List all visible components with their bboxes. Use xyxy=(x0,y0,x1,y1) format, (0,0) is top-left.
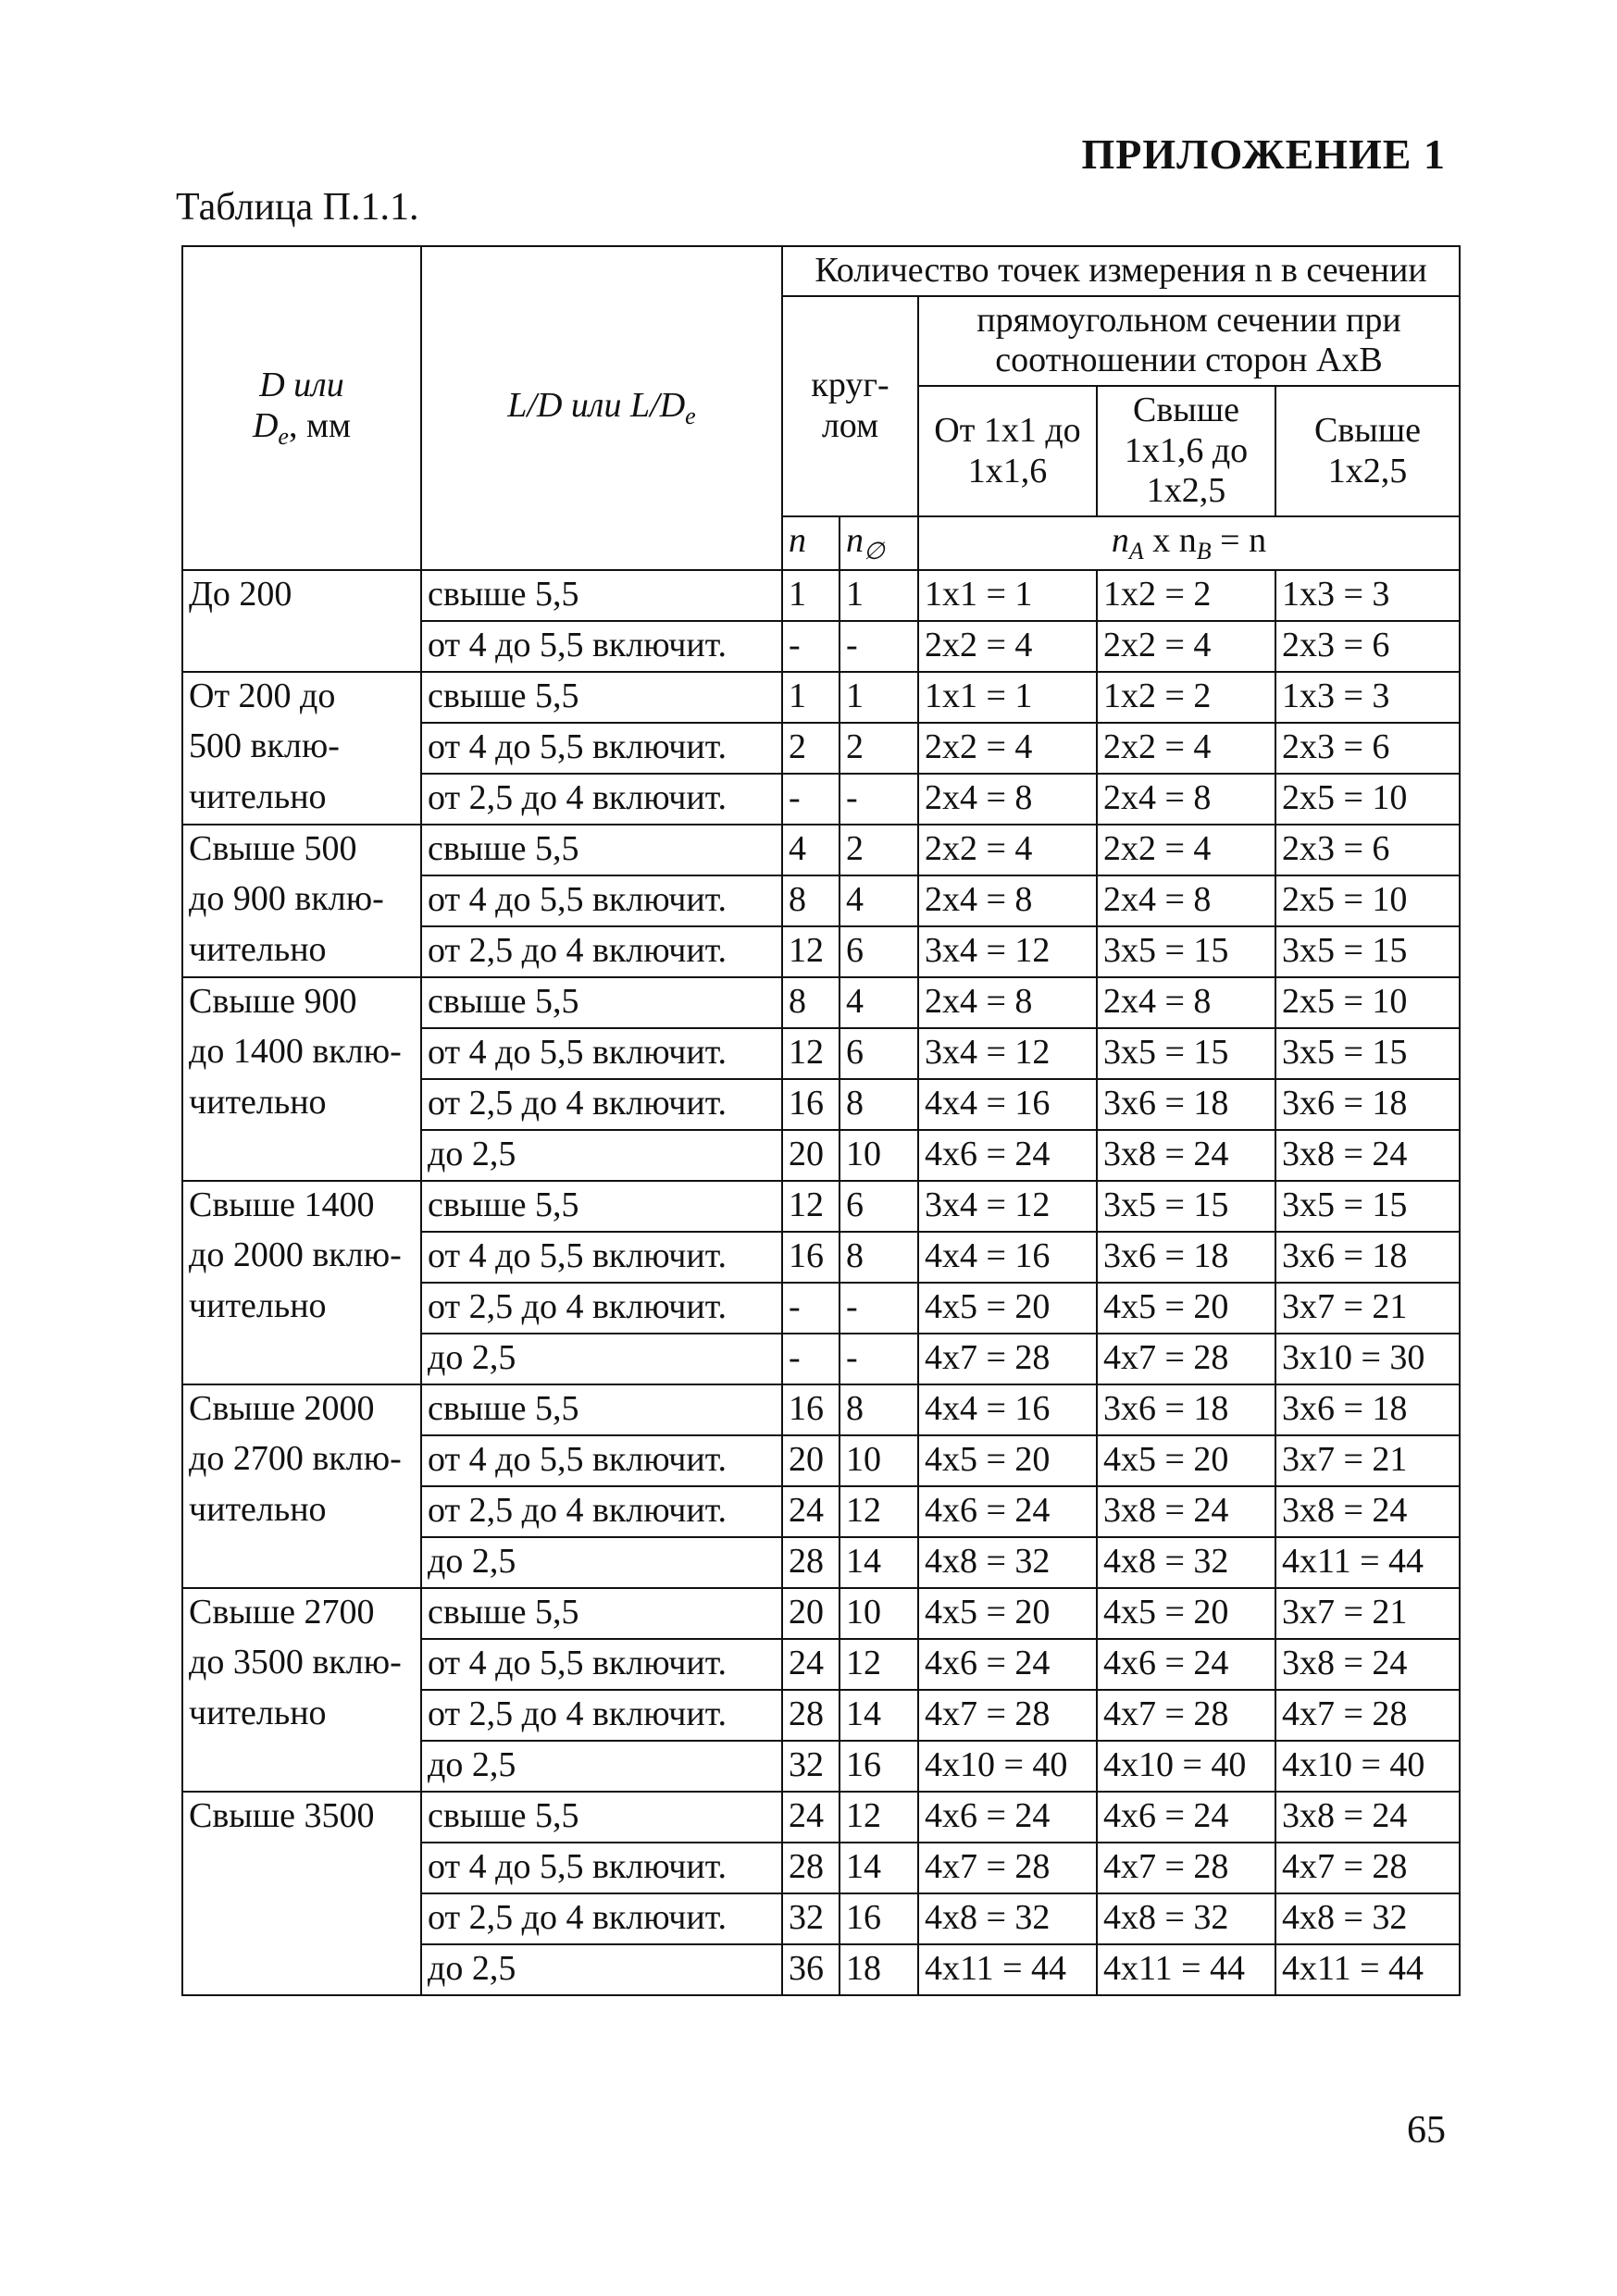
ratio1-cell: 2х4 = 8 xyxy=(918,774,1097,825)
ratio2-cell: 2х2 = 4 xyxy=(1097,825,1275,875)
ratio-cell: от 4 до 5,5 включит. xyxy=(421,1435,782,1486)
n-cell: 8 xyxy=(782,875,840,926)
n-cell: 28 xyxy=(782,1537,840,1588)
ratio1-cell: 4х7 = 28 xyxy=(918,1690,1097,1741)
ratio1-cell: 3х4 = 12 xyxy=(918,926,1097,977)
n-cell: - xyxy=(782,621,840,672)
table-row xyxy=(182,1384,1460,1435)
ratio2-cell: 3х5 = 15 xyxy=(1097,926,1275,977)
ratio3-cell: 1х3 = 3 xyxy=(1275,570,1460,621)
n-cell: 4 xyxy=(782,825,840,875)
ratio3-cell: 2х5 = 10 xyxy=(1275,774,1460,825)
ratio-cell: до 2,5 xyxy=(421,1537,782,1588)
ratio3-cell: 3х8 = 24 xyxy=(1275,1639,1460,1690)
ratio1-cell: 4х6 = 24 xyxy=(918,1486,1097,1537)
ratio1-cell: 4х4 = 16 xyxy=(918,1232,1097,1283)
ratio1-cell: 1х1 = 1 xyxy=(918,570,1097,621)
ratio2-cell: 3х6 = 18 xyxy=(1097,1232,1275,1283)
diameter-cell xyxy=(182,1537,421,1588)
diameter-cell xyxy=(182,1893,421,1944)
n-diameter-cell: 1 xyxy=(840,672,918,723)
table-row xyxy=(182,1486,1460,1537)
n-cell: 16 xyxy=(782,1079,840,1130)
appendix-title: ПРИЛОЖЕНИЕ 1 xyxy=(1081,130,1446,178)
ratio1-cell: 2х4 = 8 xyxy=(918,977,1097,1028)
ratio-cell: от 2,5 до 4 включит. xyxy=(421,1690,782,1741)
table-row xyxy=(182,1944,1460,1995)
n-diameter-cell: - xyxy=(840,1283,918,1334)
diameter-cell: до 900 вклю- xyxy=(182,875,421,926)
ratio3-cell: 3х6 = 18 xyxy=(1275,1232,1460,1283)
ratio1-cell: 3х4 = 12 xyxy=(918,1028,1097,1079)
table-row xyxy=(182,1893,1460,1944)
ratio3-cell: 2х5 = 10 xyxy=(1275,875,1460,926)
n-diameter-cell: 6 xyxy=(840,1028,918,1079)
diameter-cell: Свыше 3500 xyxy=(182,1792,421,1843)
diameter-cell: до 3500 вклю- xyxy=(182,1639,421,1690)
diameter-cell: чительно xyxy=(182,1283,421,1334)
ratio-cell: от 4 до 5,5 включит. xyxy=(421,1843,782,1893)
n-diameter-cell: 12 xyxy=(840,1792,918,1843)
header-rect: прямоугольном сечении при соотношении сторон АхВ xyxy=(918,296,1460,386)
n-diameter-cell: 14 xyxy=(840,1690,918,1741)
ratio1-cell: 2х2 = 4 xyxy=(918,723,1097,774)
table-row xyxy=(182,926,1460,977)
table-row xyxy=(182,1181,1460,1232)
ratio-cell: свыше 5,5 xyxy=(421,1384,782,1435)
ratio2-cell: 4х5 = 20 xyxy=(1097,1435,1275,1486)
header-d xyxy=(182,246,421,570)
header-round: круг- лом xyxy=(782,296,918,516)
ratio2-cell: 4х7 = 28 xyxy=(1097,1690,1275,1741)
ratio2-cell: 3х8 = 24 xyxy=(1097,1486,1275,1537)
ratio1-cell: 4х5 = 20 xyxy=(918,1588,1097,1639)
ratio2-cell: 4х6 = 24 xyxy=(1097,1639,1275,1690)
ratio1-cell: 4х7 = 28 xyxy=(918,1843,1097,1893)
n-cell: 8 xyxy=(782,977,840,1028)
ratio2-cell: 3х5 = 15 xyxy=(1097,1028,1275,1079)
diameter-cell: До 200 xyxy=(182,570,421,621)
header-ratio3: Свыше 1х2,5 xyxy=(1275,386,1460,516)
ratio3-cell: 3х8 = 24 xyxy=(1275,1486,1460,1537)
n-diameter-cell: 12 xyxy=(840,1486,918,1537)
ratio3-cell: 2х5 = 10 xyxy=(1275,977,1460,1028)
ratio3-cell: 3х5 = 15 xyxy=(1275,926,1460,977)
ratio2-cell: 4х7 = 28 xyxy=(1097,1334,1275,1384)
ratio2-cell: 3х6 = 18 xyxy=(1097,1384,1275,1435)
ratio3-cell: 4х7 = 28 xyxy=(1275,1690,1460,1741)
diameter-cell xyxy=(182,1843,421,1893)
table-row xyxy=(182,621,1460,672)
ratio2-cell: 4х5 = 20 xyxy=(1097,1588,1275,1639)
ratio3-cell: 3х10 = 30 xyxy=(1275,1334,1460,1384)
header-d-line1: D или xyxy=(259,366,344,405)
ratio2-cell: 2х4 = 8 xyxy=(1097,977,1275,1028)
n-diameter-cell: 10 xyxy=(840,1130,918,1181)
n-cell: 2 xyxy=(782,723,840,774)
ratio-cell: от 4 до 5,5 включит. xyxy=(421,621,782,672)
diameter-cell: Свыше 2700 xyxy=(182,1588,421,1639)
ratio3-cell: 4х11 = 44 xyxy=(1275,1537,1460,1588)
ratio-cell: от 2,5 до 4 включит. xyxy=(421,1283,782,1334)
ratio-cell: от 4 до 5,5 включит. xyxy=(421,875,782,926)
ratio1-cell: 4х5 = 20 xyxy=(918,1435,1097,1486)
ratio3-cell: 3х7 = 21 xyxy=(1275,1283,1460,1334)
n-diameter-cell: 4 xyxy=(840,875,918,926)
ratio3-cell: 3х8 = 24 xyxy=(1275,1792,1460,1843)
n-cell: 1 xyxy=(782,570,840,621)
n-diameter-cell: 4 xyxy=(840,977,918,1028)
ratio-cell: до 2,5 xyxy=(421,1741,782,1792)
ratio1-cell: 4х5 = 20 xyxy=(918,1283,1097,1334)
ratio2-cell: 2х4 = 8 xyxy=(1097,774,1275,825)
ratio2-cell: 3х6 = 18 xyxy=(1097,1079,1275,1130)
ratio1-cell: 1х1 = 1 xyxy=(918,672,1097,723)
n-cell: 24 xyxy=(782,1792,840,1843)
ratio2-cell: 2х4 = 8 xyxy=(1097,875,1275,926)
ratio1-cell: 4х8 = 32 xyxy=(918,1537,1097,1588)
ratio-cell: от 4 до 5,5 включит. xyxy=(421,1028,782,1079)
ratio2-cell: 1х2 = 2 xyxy=(1097,672,1275,723)
n-cell: 16 xyxy=(782,1384,840,1435)
diameter-cell: чительно xyxy=(182,774,421,825)
ratio-cell: до 2,5 xyxy=(421,1334,782,1384)
ratio2-cell: 2х2 = 4 xyxy=(1097,621,1275,672)
ratio2-cell: 3х5 = 15 xyxy=(1097,1181,1275,1232)
ratio1-cell: 4х10 = 40 xyxy=(918,1741,1097,1792)
ratio-cell: от 4 до 5,5 включит. xyxy=(421,1639,782,1690)
diameter-cell xyxy=(182,621,421,672)
ratio-cell: свыше 5,5 xyxy=(421,672,782,723)
n-cell: 16 xyxy=(782,1232,840,1283)
table-row xyxy=(182,1334,1460,1384)
ratio3-cell: 3х5 = 15 xyxy=(1275,1028,1460,1079)
header-top: Количество точек измерения n в сечении xyxy=(782,246,1460,296)
n-diameter-cell: 10 xyxy=(840,1588,918,1639)
ratio-cell: от 2,5 до 4 включит. xyxy=(421,1079,782,1130)
table-row xyxy=(182,672,1460,723)
n-cell: 24 xyxy=(782,1639,840,1690)
diameter-cell: до 1400 вклю- xyxy=(182,1028,421,1079)
header-formula: $n_A$ х $n_B = n$ xyxy=(918,516,1460,570)
ratio-cell: от 2,5 до 4 включит. xyxy=(421,926,782,977)
ratio2-cell: 4х11 = 44 xyxy=(1097,1944,1275,1995)
ratio3-cell: 3х5 = 15 xyxy=(1275,1181,1460,1232)
ratio3-cell: 3х7 = 21 xyxy=(1275,1588,1460,1639)
diameter-cell: чительно xyxy=(182,1079,421,1130)
header-d-line2: $D_e$, мм xyxy=(252,405,352,450)
table-row xyxy=(182,1130,1460,1181)
ratio2-cell: 3х8 = 24 xyxy=(1097,1130,1275,1181)
header-ld: L/D или $L/D_e$ xyxy=(421,246,782,570)
ratio2-cell: 4х7 = 28 xyxy=(1097,1843,1275,1893)
diameter-cell: Свыше 500 xyxy=(182,825,421,875)
ratio1-cell: 2х2 = 4 xyxy=(918,621,1097,672)
table-row xyxy=(182,1690,1460,1741)
table-row xyxy=(182,570,1460,621)
ratio1-cell: 3х4 = 12 xyxy=(918,1181,1097,1232)
diameter-cell: Свыше 900 xyxy=(182,977,421,1028)
ratio3-cell: 4х11 = 44 xyxy=(1275,1944,1460,1995)
ratio2-cell: 4х5 = 20 xyxy=(1097,1283,1275,1334)
n-diameter-cell: - xyxy=(840,621,918,672)
ratio2-cell: 4х8 = 32 xyxy=(1097,1537,1275,1588)
ratio-cell: от 2,5 до 4 включит. xyxy=(421,1893,782,1944)
ratio-cell: до 2,5 xyxy=(421,1130,782,1181)
n-cell: 36 xyxy=(782,1944,840,1995)
ratio1-cell: 4х8 = 32 xyxy=(918,1893,1097,1944)
ratio-cell: свыше 5,5 xyxy=(421,1792,782,1843)
diameter-cell: чительно xyxy=(182,1486,421,1537)
n-diameter-cell: 1 xyxy=(840,570,918,621)
ratio3-cell: 3х7 = 21 xyxy=(1275,1435,1460,1486)
ratio1-cell: 2х4 = 8 xyxy=(918,875,1097,926)
n-cell: 12 xyxy=(782,1181,840,1232)
n-diameter-cell: 12 xyxy=(840,1639,918,1690)
table-row xyxy=(182,1283,1460,1334)
ratio3-cell: 2х3 = 6 xyxy=(1275,825,1460,875)
table-row xyxy=(182,1435,1460,1486)
table-row xyxy=(182,1537,1460,1588)
diameter-cell: до 2700 вклю- xyxy=(182,1435,421,1486)
ratio2-cell: 4х8 = 32 xyxy=(1097,1893,1275,1944)
ratio-cell: от 2,5 до 4 включит. xyxy=(421,774,782,825)
ratio-cell: от 4 до 5,5 включит. xyxy=(421,723,782,774)
ratio-cell: свыше 5,5 xyxy=(421,977,782,1028)
n-cell: - xyxy=(782,774,840,825)
ratio2-cell: 2х2 = 4 xyxy=(1097,723,1275,774)
n-diameter-cell: 6 xyxy=(840,926,918,977)
n-cell: - xyxy=(782,1334,840,1384)
n-cell: 12 xyxy=(782,1028,840,1079)
table-row xyxy=(182,1843,1460,1893)
ratio3-cell: 2х3 = 6 xyxy=(1275,723,1460,774)
n-cell: 24 xyxy=(782,1486,840,1537)
ratio2-cell: 1х2 = 2 xyxy=(1097,570,1275,621)
ratio-cell: от 2,5 до 4 включит. xyxy=(421,1486,782,1537)
ratio-cell: свыше 5,5 xyxy=(421,570,782,621)
n-diameter-cell: 8 xyxy=(840,1232,918,1283)
diameter-cell: чительно xyxy=(182,1690,421,1741)
n-cell: 32 xyxy=(782,1893,840,1944)
n-diameter-cell: 16 xyxy=(840,1741,918,1792)
header-ratio2: Свыше 1х1,6 до 1х2,5 xyxy=(1097,386,1275,516)
n-cell: - xyxy=(782,1283,840,1334)
n-diameter-cell: - xyxy=(840,774,918,825)
ratio3-cell: 1х3 = 3 xyxy=(1275,672,1460,723)
ratio1-cell: 4х6 = 24 xyxy=(918,1130,1097,1181)
n-diameter-cell: 2 xyxy=(840,723,918,774)
n-cell: 20 xyxy=(782,1130,840,1181)
n-diameter-cell: 10 xyxy=(840,1435,918,1486)
n-diameter-cell: 6 xyxy=(840,1181,918,1232)
n-diameter-cell: 2 xyxy=(840,825,918,875)
header-ratio1: От 1х1 до 1х1,6 xyxy=(918,386,1097,516)
n-cell: 28 xyxy=(782,1690,840,1741)
n-diameter-cell: 16 xyxy=(840,1893,918,1944)
n-cell: 20 xyxy=(782,1435,840,1486)
diameter-cell: Свыше 2000 xyxy=(182,1384,421,1435)
ratio3-cell: 3х6 = 18 xyxy=(1275,1079,1460,1130)
ratio1-cell: 4х6 = 24 xyxy=(918,1792,1097,1843)
table-row xyxy=(182,825,1460,875)
n-cell: 32 xyxy=(782,1741,840,1792)
n-diameter-cell: 18 xyxy=(840,1944,918,1995)
ratio-cell: свыше 5,5 xyxy=(421,825,782,875)
table-row xyxy=(182,875,1460,926)
ratio-cell: свыше 5,5 xyxy=(421,1181,782,1232)
ratio1-cell: 4х4 = 16 xyxy=(918,1079,1097,1130)
n-diameter-cell: 14 xyxy=(840,1537,918,1588)
n-cell: 1 xyxy=(782,672,840,723)
header-n: n xyxy=(782,516,840,570)
diameter-cell: чительно xyxy=(182,926,421,977)
table-row xyxy=(182,1588,1460,1639)
ratio1-cell: 4х6 = 24 xyxy=(918,1639,1097,1690)
ratio3-cell: 3х8 = 24 xyxy=(1275,1130,1460,1181)
n-diameter-cell: 8 xyxy=(840,1384,918,1435)
ratio1-cell: 4х11 = 44 xyxy=(918,1944,1097,1995)
table-row xyxy=(182,774,1460,825)
ratio3-cell: 3х6 = 18 xyxy=(1275,1384,1460,1435)
ratio-cell: свыше 5,5 xyxy=(421,1588,782,1639)
table-row xyxy=(182,1232,1460,1283)
table-caption: Таблица П.1.1. xyxy=(176,186,419,229)
measurement-points-table xyxy=(181,245,1461,1996)
n-diameter-cell: - xyxy=(840,1334,918,1384)
diameter-cell xyxy=(182,1741,421,1792)
ratio2-cell: 4х10 = 40 xyxy=(1097,1741,1275,1792)
ratio1-cell: 2х2 = 4 xyxy=(918,825,1097,875)
n-cell: 12 xyxy=(782,926,840,977)
table-row xyxy=(182,1639,1460,1690)
diameter-cell: Свыше 1400 xyxy=(182,1181,421,1232)
table-row xyxy=(182,1028,1460,1079)
diameter-cell: 500 вклю- xyxy=(182,723,421,774)
n-diameter-cell: 14 xyxy=(840,1843,918,1893)
table-row xyxy=(182,977,1460,1028)
header-n-diameter: $n_\emptyset$ xyxy=(840,516,918,570)
ratio2-cell: 4х6 = 24 xyxy=(1097,1792,1275,1843)
n-cell: 20 xyxy=(782,1588,840,1639)
page-number: 65 xyxy=(1407,2109,1446,2152)
n-cell: 28 xyxy=(782,1843,840,1893)
table-row xyxy=(182,1079,1460,1130)
diameter-cell: до 2000 вклю- xyxy=(182,1232,421,1283)
diameter-cell xyxy=(182,1130,421,1181)
ratio3-cell: 4х10 = 40 xyxy=(1275,1741,1460,1792)
table-row xyxy=(182,723,1460,774)
ratio-cell: от 4 до 5,5 включит. xyxy=(421,1232,782,1283)
diameter-cell xyxy=(182,1944,421,1995)
table-row xyxy=(182,1741,1460,1792)
diameter-cell: От 200 до xyxy=(182,672,421,723)
ratio3-cell: 2х3 = 6 xyxy=(1275,621,1460,672)
ratio-cell: до 2,5 xyxy=(421,1944,782,1995)
ratio3-cell: 4х7 = 28 xyxy=(1275,1843,1460,1893)
n-diameter-cell: 8 xyxy=(840,1079,918,1130)
ratio1-cell: 4х7 = 28 xyxy=(918,1334,1097,1384)
ratio1-cell: 4х4 = 16 xyxy=(918,1384,1097,1435)
diameter-cell xyxy=(182,1334,421,1384)
table-row xyxy=(182,1792,1460,1843)
ratio3-cell: 4х8 = 32 xyxy=(1275,1893,1460,1944)
